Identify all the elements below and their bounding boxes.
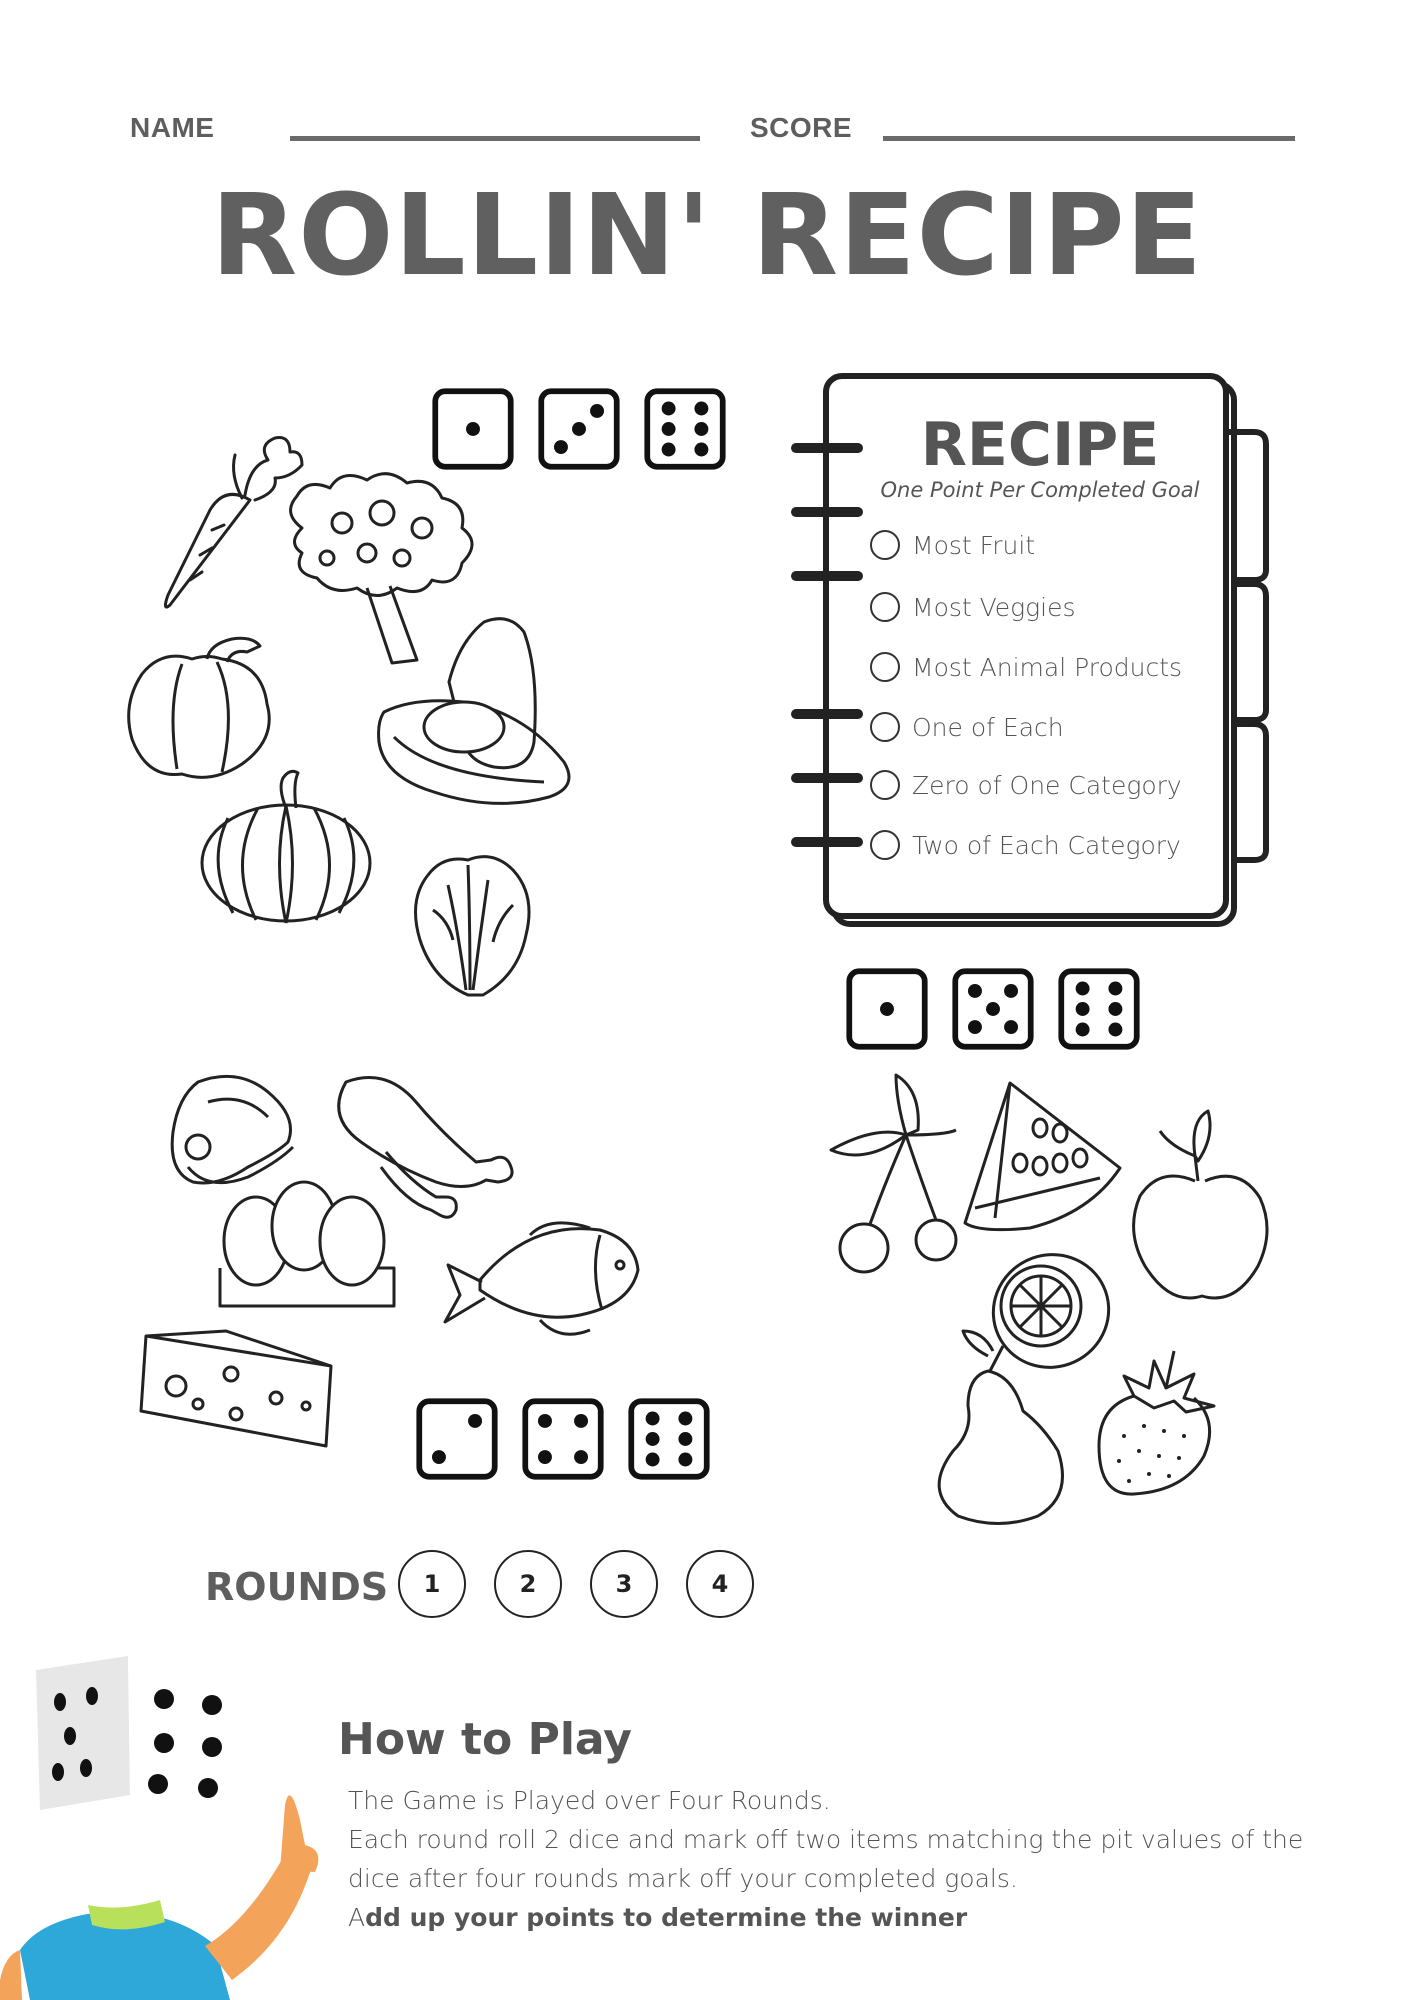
- how-to-play-line-4: [348, 1903, 967, 1932]
- pumpkin-icon: [198, 768, 374, 928]
- goal-label: Two of Each Category: [912, 830, 1181, 860]
- goal-item[interactable]: [870, 712, 1064, 742]
- score-line[interactable]: [883, 136, 1295, 141]
- dice-icon: [432, 388, 514, 470]
- eggs-icon: [212, 1176, 398, 1310]
- score-label: SCORE: [750, 112, 853, 143]
- how-to-play-line-1: The Game is Played over Four Rounds.: [348, 1786, 831, 1815]
- goal-checkbox[interactable]: [870, 592, 900, 622]
- goal-item[interactable]: [870, 830, 1181, 860]
- dice-icon: [522, 1398, 604, 1480]
- lettuce-icon: [408, 850, 538, 1000]
- round-3-circle[interactable]: 3: [590, 1550, 658, 1618]
- goal-checkbox[interactable]: [870, 830, 900, 860]
- name-label: NAME: [130, 112, 215, 143]
- dice-head-mascot-icon: [0, 1650, 330, 2000]
- pear-icon: [928, 1326, 1070, 1526]
- dice-icon: [952, 968, 1034, 1050]
- strawberry-icon: [1094, 1346, 1218, 1500]
- cherries-icon: [826, 1070, 960, 1274]
- goal-item[interactable]: [870, 652, 1182, 682]
- how-to-play-line-4-prefix: A: [348, 1903, 366, 1932]
- dice-icon: [1058, 968, 1140, 1050]
- dice-icon: [538, 388, 620, 470]
- fish-icon: [440, 1210, 640, 1350]
- goal-item[interactable]: [870, 530, 1035, 560]
- goal-item[interactable]: [870, 770, 1182, 800]
- name-line[interactable]: [290, 136, 700, 141]
- goal-label: Most Veggies: [912, 592, 1076, 622]
- how-to-play-title: How to Play: [338, 1714, 632, 1765]
- goal-label: One of Each: [912, 712, 1064, 742]
- goal-item[interactable]: [870, 592, 1076, 622]
- how-to-play-line-4-bold: dd up your points to determine the winner: [365, 1903, 968, 1932]
- bell-pepper-icon: [122, 634, 282, 784]
- round-1-circle[interactable]: 1: [398, 1550, 466, 1618]
- apple-icon: [1130, 1106, 1274, 1308]
- watermelon-icon: [960, 1078, 1126, 1232]
- dice-icon: [416, 1398, 498, 1480]
- dice-icon: [628, 1398, 710, 1480]
- page-title: ROLLIN' RECIPE: [210, 171, 1204, 301]
- how-to-play-line-3: dice after four rounds mark off your completed goals.: [348, 1864, 1018, 1893]
- rounds-label: ROUNDS: [205, 1565, 389, 1609]
- goal-label: Most Animal Products: [912, 652, 1183, 682]
- goal-label: Zero of One Category: [912, 770, 1182, 800]
- goal-label: Most Fruit: [912, 530, 1036, 560]
- dice-icon: [644, 388, 726, 470]
- recipe-subtitle: One Point Per Completed Goal: [880, 478, 1200, 502]
- goal-checkbox[interactable]: [870, 770, 900, 800]
- recipe-title: RECIPE: [920, 410, 1160, 480]
- goal-checkbox[interactable]: [870, 652, 900, 682]
- how-to-play-line-2: Each round roll 2 dice and mark off two items matching the pit values of the: [348, 1825, 1304, 1854]
- goal-checkbox[interactable]: [870, 530, 900, 560]
- round-4-circle[interactable]: 4: [686, 1550, 754, 1618]
- goal-checkbox[interactable]: [870, 712, 900, 742]
- dice-icon: [846, 968, 928, 1050]
- round-2-circle[interactable]: 2: [494, 1550, 562, 1618]
- cheese-icon: [136, 1326, 338, 1450]
- avocado-icon: [374, 612, 584, 812]
